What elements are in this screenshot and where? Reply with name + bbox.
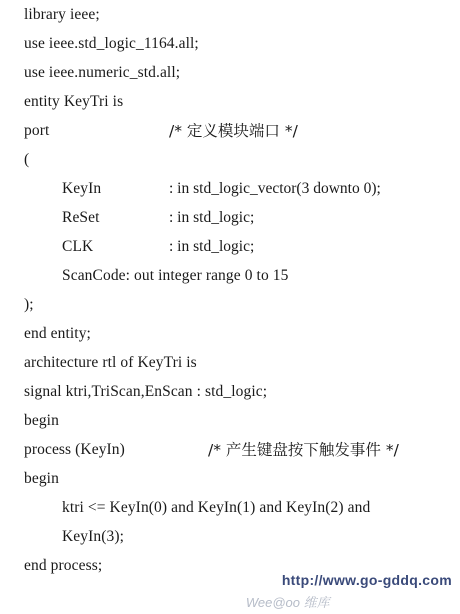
code-line-use-numeric: use ieee.numeric_std.all;	[24, 64, 181, 81]
code-line-end-process: end process;	[24, 557, 103, 574]
port-comment: /* 定义模块端口 */	[169, 122, 298, 140]
code-line-library: library ieee;	[24, 6, 100, 23]
code-line-reset: ReSet	[62, 209, 100, 226]
code-line-process-begin: begin	[24, 470, 59, 487]
code-line-scancode: ScanCode: out integer range 0 to 15	[62, 267, 289, 284]
process-comment: /* 产生键盘按下触发事件 */	[208, 441, 399, 459]
code-line-ktri-assign: ktri <= KeyIn(0) and KeyIn(1) and KeyIn(2) and	[62, 499, 371, 516]
watermark-url: http://www.go-gddq.com	[281, 572, 452, 588]
code-line-close-paren: );	[24, 296, 34, 313]
code-line-entity: entity KeyTri is	[24, 93, 124, 110]
keyin-decl: : in std_logic_vector(3 downto 0);	[169, 180, 381, 197]
code-line-clk: CLK	[62, 238, 94, 255]
code-line-begin: begin	[24, 412, 59, 429]
code-line-architecture: architecture rtl of KeyTri is	[24, 354, 197, 371]
code-line-end-entity: end entity;	[24, 325, 91, 342]
code-line-port: port	[24, 122, 50, 139]
code-line-ktri-continue: KeyIn(3);	[62, 528, 125, 545]
watermark	[245, 547, 452, 610]
reset-decl: : in std_logic;	[169, 209, 255, 226]
code-line-process: process (KeyIn)	[24, 441, 125, 458]
code-line-keyin: KeyIn	[62, 180, 102, 197]
clk-decl: : in std_logic;	[169, 238, 255, 255]
code-line-use-std-logic: use ieee.std_logic_1164.all;	[24, 35, 199, 52]
code-line-open-paren: (	[24, 151, 30, 168]
watermark-brand: Wee@oo 维库	[245, 595, 330, 610]
code-line-signal: signal ktri,TriScan,EnScan : std_logic;	[24, 383, 268, 400]
